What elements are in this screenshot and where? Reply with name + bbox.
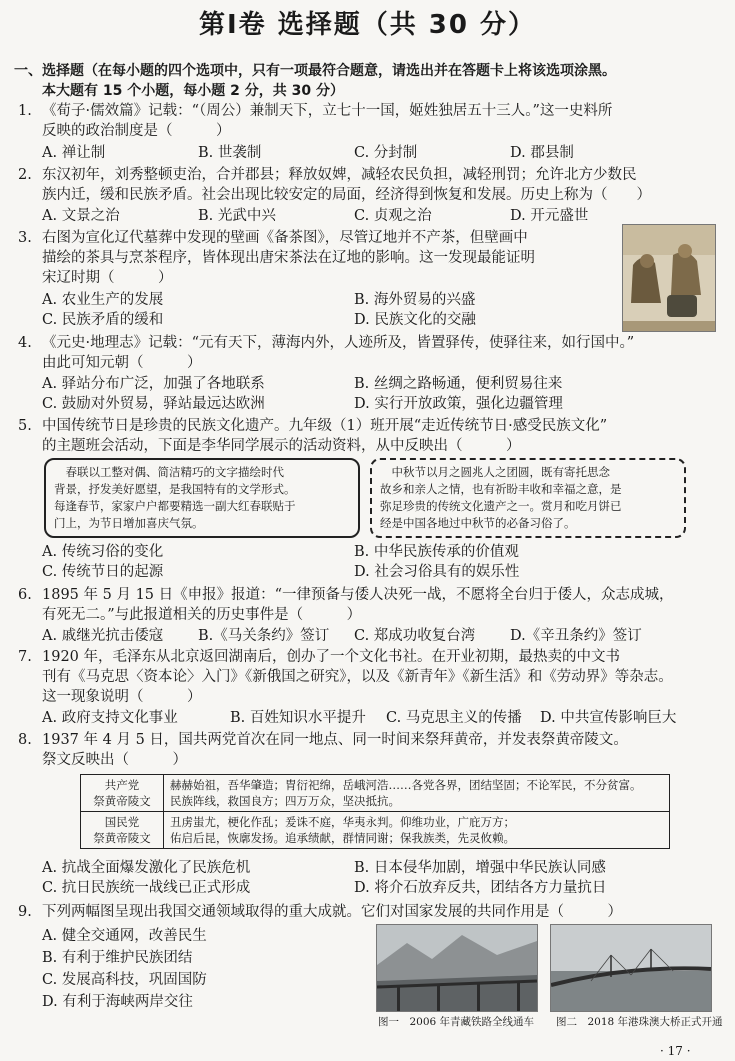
section-instruction: 一、选择题（在每小题的四个选项中，只有一项最符合题意，请选出并在答题卡上将该选项涂黑。 [14,63,616,79]
option-b[interactable]: B. 中华民族传承的价值观 [354,544,519,560]
mid-autumn-card: 中秋节以月之圆兆人之团圆，既有寄托思念 故乡和亲人之情，也有祈盼丰收和幸福之意，是 弥足珍贵的传统文化遗产之一。赏月和吃月饼已 经是中国各地过中秋节的必备习俗了。 [370,458,686,538]
question-4: 4. 《元史·地理志》记载：“元有天下，薄海内外，人迹所及，皆置驿传，使驿往来，如行国中。” [18,335,635,351]
tea-mural-image [622,224,716,332]
option-d[interactable]: D. 开元盛世 [510,208,589,224]
option-a[interactable]: A. 抗战全面爆发激化了民族危机 [42,860,251,876]
option-d[interactable]: D. 中共宣传影响巨大 [540,710,677,726]
option-b[interactable]: B.《马关条约》签订 [198,628,330,644]
question-5: 5. 中国传统节日是珍贵的民族文化遗产。九年级（1）班开展“走近传统节日·感受民族文化” [18,418,608,434]
option-a[interactable]: A. 传统习俗的变化 [42,544,164,560]
option-b[interactable]: B. 光武中兴 [198,208,276,224]
option-c[interactable]: C. 郑成功收复台湾 [354,628,476,644]
option-c[interactable]: C. 鼓励对外贸易，驿站最远达欧洲 [42,396,265,412]
option-c[interactable]: C. 贞观之治 [354,208,432,224]
option-d[interactable]: D. 有利于海峡两岸交往 [42,994,193,1010]
option-b[interactable]: B. 海外贸易的兴盛 [354,292,476,308]
option-c[interactable]: C. 抗日民族统一战线已正式形成 [42,880,251,896]
option-b[interactable]: B. 丝绸之路畅通，便利贸易往来 [354,376,563,392]
page-number: · 17 · [660,1044,691,1058]
option-b[interactable]: B. 有利于维护民族团结 [42,950,193,966]
question-6: 6. 1895 年 5 月 15 日《申报》报道：“一律预备与倭人决死一战，不愿将全台归于倭人，众志成城， [18,587,674,603]
option-d[interactable]: D. 将介石放弃反共，团结各方力量抗日 [354,880,607,896]
option-c[interactable]: C. 发展高科技，巩固国防 [42,972,207,988]
option-d[interactable]: D. 郡县制 [510,145,574,161]
option-b[interactable]: B. 日本侵华加剧，增强中华民族认同感 [354,860,606,876]
option-a[interactable]: A. 驿站分布广泛，加强了各地联系 [42,376,265,392]
question-3: 3. 右图为宣化辽代墓葬中发现的壁画《备茶图》，尽管辽地并不产茶，但壁画中 [18,230,528,246]
question-8: 8. 1937 年 4 月 5 日，国共两党首次在同一地点、同一时间来祭拜黄帝，并发表祭黄帝陵文。 [18,732,628,748]
table-row: 国民党 祭黄帝陵文 丑虏蚩尤，梗化作乱；爰诛不庭，华夷永判。仰维功业，广庇万方； 佑启后昆，恢廓发扬。追承绩献，群情同谢；保我族类，先灵攸赖。 [81,812,670,849]
option-d[interactable]: D.《辛丑条约》签订 [510,628,642,644]
option-d[interactable]: D. 民族文化的交融 [354,312,476,328]
figure-2-caption: 图二 2018 年港珠澳大桥正式开通 [556,1016,723,1028]
option-a[interactable]: A. 健全交通网，改善民生 [42,928,207,944]
spring-festival-card: 春联以工整对偶、简洁精巧的文字描绘时代 背景，抒发美好愿望，是我国特有的文学形式。 每逢春节，家家户户都要精选一副大红春联贴于 门上，为节日增加喜庆气氛。 [44,458,360,538]
qinghai-tibet-railway-image [376,924,538,1012]
option-a[interactable]: A. 戚继光抗击倭寇 [42,628,164,644]
option-a[interactable]: A. 农业生产的发展 [42,292,164,308]
option-a[interactable]: A. 禅让制 [42,145,106,161]
eulogy-table [80,774,670,849]
question-9: 9. 下列两幅图呈现出我国交通领域取得的重大成就。它们对国家发展的共同作用是（ ） [18,904,622,920]
page-title: 第Ⅰ卷 选择题（共 30 分） [198,10,536,40]
option-b[interactable]: B. 世袭制 [198,145,262,161]
option-c[interactable]: C. 民族矛盾的缓和 [42,312,164,328]
table-row: 共产党 祭黄帝陵文 赫赫始祖，吾华肇造；胄衍祀绵，岳峨河浩……各党各界，团结坚固；不论军民，不分贫富。 民族阵线，救国良方；四万万众，坚决抵抗。 [81,775,670,812]
figure-1-caption: 图一 2006 年青藏铁路全线通车 [378,1016,535,1028]
question-2: 2. 东汉初年，刘秀整顿吏治，合并郡县；释放奴婢，减轻农民负担，减轻刑罚；允许北方少数民 [18,167,637,183]
option-a[interactable]: A. 政府支持文化事业 [42,710,178,726]
question-7: 7. 1920 年，毛泽东从北京返回湖南后，创办了一个文化书社。在开业初期，最热卖的中文书 [18,649,621,665]
option-d[interactable]: D. 社会习俗具有的娱乐性 [354,564,520,580]
option-b[interactable]: B. 百姓知识水平提升 [230,710,366,726]
question-1: 1. 《荀子·儒效篇》记载：“（周公）兼制天下，立七十一国，姬姓独居五十三人。”这一史料所 [18,103,613,119]
option-c[interactable]: C. 马克思主义的传播 [386,710,522,726]
option-a[interactable]: A. 文景之治 [42,208,120,224]
section-instruction-cont: 本大题有 15 个小题，每小题 2 分，共 30 分） [42,83,344,99]
option-c[interactable]: C. 分封制 [354,145,418,161]
option-c[interactable]: C. 传统节日的起源 [42,564,164,580]
option-d[interactable]: D. 实行开放政策，强化边疆管理 [354,396,563,412]
hzmb-bridge-image [550,924,712,1012]
